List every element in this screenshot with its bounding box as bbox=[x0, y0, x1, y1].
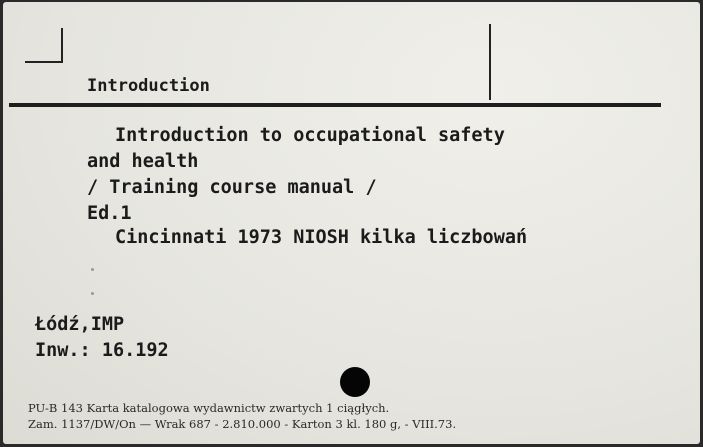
catalog-card bbox=[3, 2, 700, 444]
paper-speck bbox=[91, 292, 94, 295]
imprint-line: Cincinnati 1973 NIOSH kilka liczbowań bbox=[115, 227, 528, 248]
title-line-2: and health bbox=[87, 151, 199, 172]
paper-speck bbox=[91, 268, 94, 271]
library-location: Łódź,IMP bbox=[35, 314, 125, 335]
heading-rule bbox=[9, 103, 661, 107]
corner-mark-horizontal bbox=[25, 61, 63, 63]
footer-line-1: PU-B 143 Karta katalogowa wydawnictw zwartych 1 ciągłych. bbox=[28, 401, 390, 415]
card-heading: Introduction bbox=[87, 76, 210, 96]
punch-hole bbox=[340, 367, 370, 397]
inventory-number: Inw.: 16.192 bbox=[35, 340, 169, 361]
corner-mark-vertical bbox=[61, 28, 63, 62]
title-line-3: / Training course manual / bbox=[87, 177, 377, 198]
edition-line: Ed.1 bbox=[87, 203, 132, 224]
header-divider bbox=[489, 24, 491, 100]
title-line-1: Introduction to occupational safety bbox=[115, 125, 505, 146]
footer-line-2: Zam. 1137/DW/On — Wrak 687 - 2.810.000 - Karton 3 kl. 180 g, - VIII.73. bbox=[28, 417, 457, 431]
